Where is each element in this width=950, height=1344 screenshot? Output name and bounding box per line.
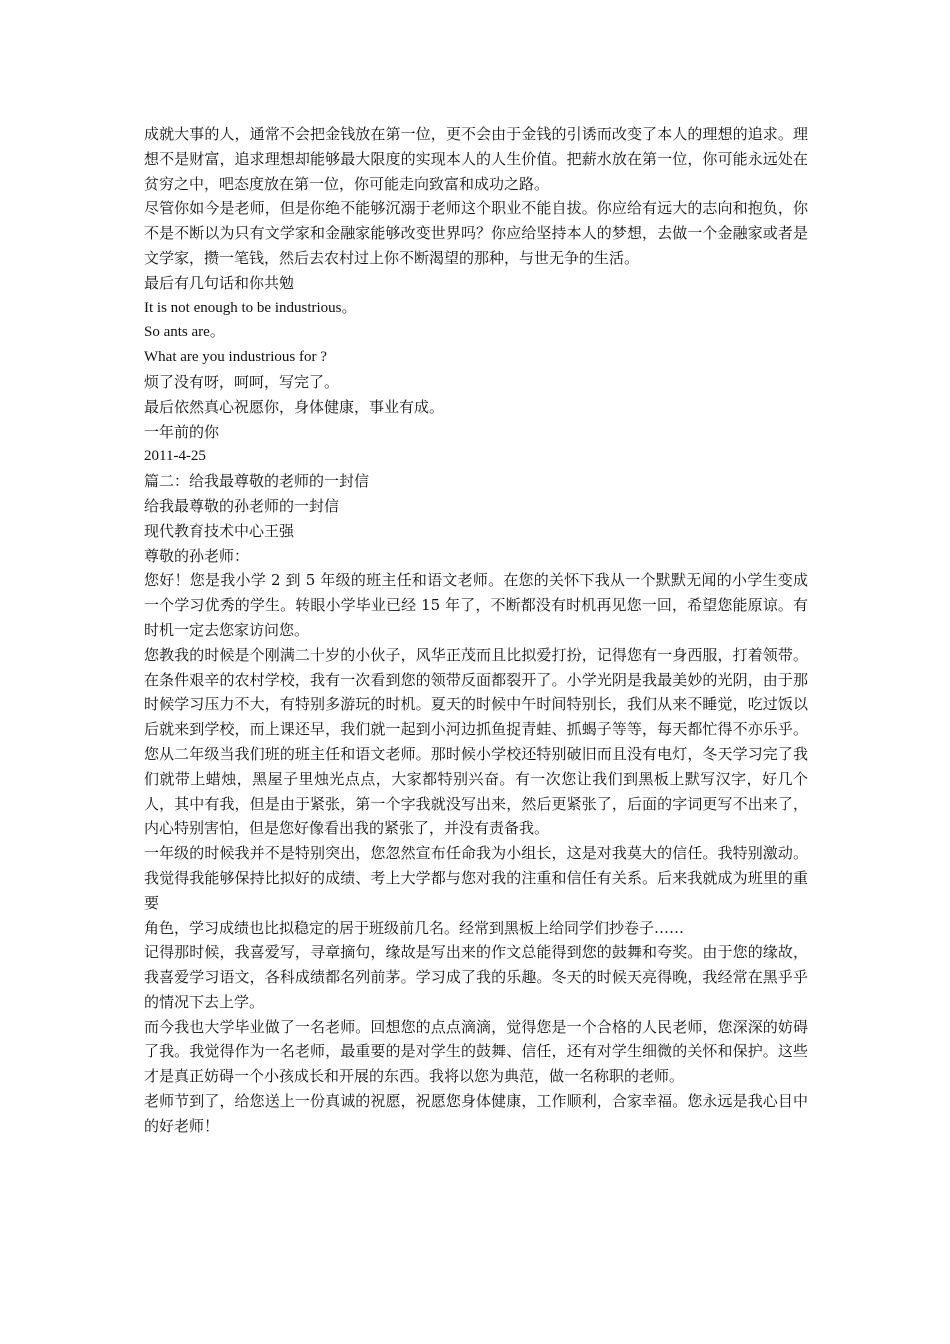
paragraph-finished: 烦了没有呀，呵呵，写完了。 [144, 372, 340, 391]
document-page [144, 122, 808, 1139]
paragraph-advice: 尽管你如今是老师，但是你绝不能够沉溺于老师这个职业不能自拔。你应给有远大的志向和抱负，你不是不断以为只有文学家和金融家能够改变世界吗？你应给坚持本人的梦想，去做一个金融家或者是文学家，攒一笔钱，然后去农村过上你不断渴望的那种，与世无争的生活。 [144, 199, 808, 267]
paragraph-role: 角色，学习成绩也比拟稳定的居于班级前几名。经常到黑板上给同学们抄卷子…… [144, 918, 685, 937]
letter-author: 现代教育技术中心王强 [144, 521, 295, 540]
paragraph-closing-intro: 最后有几句话和你共勉 [144, 273, 295, 292]
letter-title: 给我最尊敬的孙老师的一封信 [144, 496, 340, 515]
paragraph-group-leader: 一年级的时候我并不是特别突出，您忽然宣布任命我为小组长，这是对我莫大的信任。我特别激动。我觉得我能够保持比拟好的成绩、考上大学都与您对我的注重和信任有关系。后来我就成为班里的重要 [144, 844, 808, 912]
paragraph-teachers-day: 老师节到了，给您送上一份真诚的祝愿，祝愿您身体健康，工作顺利，合家幸福。您永远是我心目中的好老师！ [144, 1092, 808, 1135]
paragraph-quote-line-2: So ants are。 [144, 324, 225, 341]
paragraph-quote-line-3: What are you industrious for ? [144, 349, 327, 366]
paragraph-signature: 一年前的你 [144, 422, 220, 441]
paragraph-date: 2011-4-25 [144, 448, 206, 465]
paragraph-greeting: 您好！您是我小学 2 到 5 年级的班主任和语文老师。在您的关怀下我从一个默默无闻的小学生变成一个学习优秀的学生。转眼小学毕业已经 15 年了，不断都没有时机再见您一回，希望您能原谅。有时机一定去您家访问您。 [144, 571, 808, 639]
paragraph-memories: 您教我的时候是个刚满二十岁的小伙子，风华正茂而且比拟爱打扮，记得您有一身西服，打着领带。在条件艰辛的农村学校，我有一次看到您的领带反面都裂开了。小学光阴是我最美妙的光阴，由于那时候学习压力不大，有特别多游玩的时机。夏天的时候中午时间特别长，我们从来不睡觉，吃过饭以后就来到学校，而上课还早，我们就一起到小河边抓鱼捉青蛙、抓蝎子等等，每天都忙得不亦乐乎。 您从二年级当我们班的班主任和语文老师。那时候小学校还特别破旧而且没有电灯，冬天学习完了我们就带上蜡烛，黑屋子里烛光点点，大家都特别兴奋。有一次您让我们到黑板上默写汉字，好几个人，其中有我，但是由于紧张，第一个字我就没写出来，然后更紧张了，后面的字词更写不出来了，内心特别害怕，但是您好像看出我的紧张了，并没有责备我。 [144, 645, 808, 838]
paragraph-now-teacher: 而今我也大学毕业做了一名老师。回想您的点点滴滴，觉得您是一个合格的人民老师，您深深的妨碍了我。我觉得作为一名老师，最重要的是对学生的鼓舞、信任，还有对学生细微的关怀和保护。这些才是真正妨碍一个小孩成长和开展的东西。我将以您为典范，做一名称职的老师。 [144, 1017, 808, 1086]
paragraph-quote-line-1: It is not enough to be industrious。 [144, 299, 357, 316]
paragraph-wishes: 最后依然真心祝愿你，身体健康，事业有成。 [144, 397, 445, 416]
paragraph-writing: 记得那时候，我喜爱写，寻章摘句，缘故是写出来的作文总能得到您的鼓舞和夸奖。由于您的缘故，我喜爱学习语文，各科成绩都名列前茅。学习成了我的乐趣。冬天的时候天亮得晚，我经常在黑乎乎的情况下去上学。 [144, 943, 808, 1011]
section-heading: 篇二：给我最尊敬的老师的一封信 [144, 472, 370, 491]
paragraph-ambition: 成就大事的人，通常不会把金钱放在第一位，更不会由于金钱的引诱而改变了本人的理想的追求。理想不是财富，追求理想却能够最大限度的实现本人的人生价值。把薪水放在第一位，你可能永远处在贫穷之中，吧态度放在第一位，你可能走向致富和成功之路。 [144, 125, 808, 193]
letter-salutation: 尊敬的孙老师： [144, 546, 250, 565]
